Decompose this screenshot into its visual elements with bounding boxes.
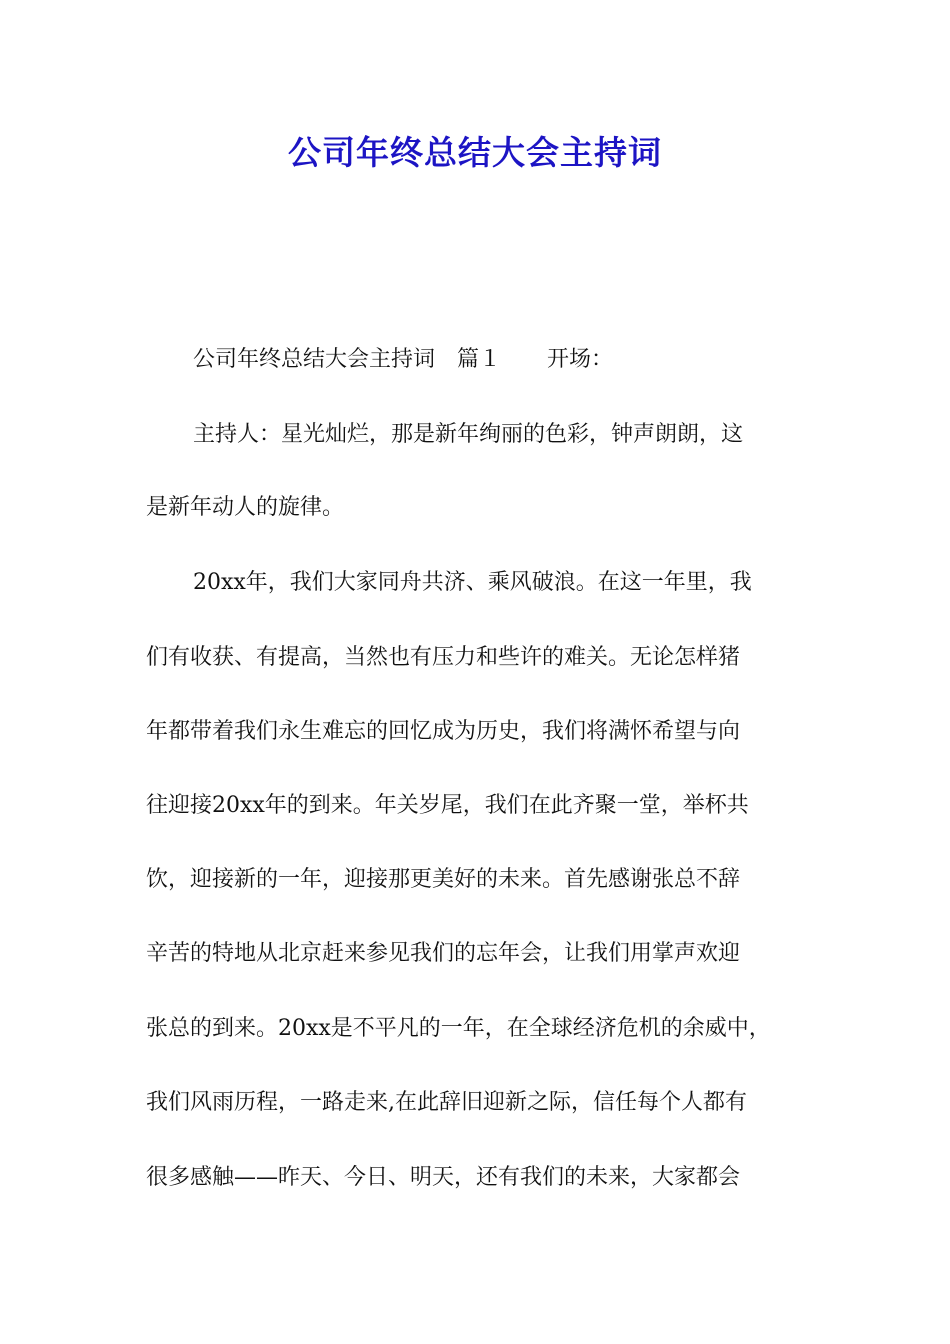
body-line: 20xx年，我们大家同舟共济、乘风破浪。在这一年里，我 xyxy=(193,570,752,595)
body-line: 很多感触——昨天、今日、明天，还有我们的未来，大家都会 xyxy=(146,1165,741,1190)
section-heading-subtitle: 开场： xyxy=(547,347,614,372)
section-heading-title: 公司年终总结大会主持词 xyxy=(193,347,436,372)
body-line: 主持人：星光灿烂，那是新年绚丽的色彩，钟声朗朗，这 xyxy=(193,422,744,447)
body-line: 我们风雨历程，一路走来,在此辞旧迎新之际，信任每个人都有 xyxy=(146,1090,747,1115)
body-line: 们有收获、有提高，当然也有压力和些许的难关。无论怎样猪 xyxy=(146,645,741,670)
document-title: 公司年终总结大会主持词 xyxy=(288,133,662,172)
body-line: 饮，迎接新的一年，迎接那更美好的未来。首先感谢张总不辞 xyxy=(146,867,741,892)
body-line: 是新年动人的旋律。 xyxy=(146,495,345,520)
body-line: 年都带着我们永生难忘的回忆成为历史，我们将满怀希望与向 xyxy=(146,719,741,744)
section-heading-part: 篇１ xyxy=(457,347,502,372)
body-line: 往迎接20xx年的到来。年关岁尾，我们在此齐聚一堂，举杯共 xyxy=(146,793,749,818)
body-line: 张总的到来。20xx是不平凡的一年，在全球经济危机的余威中， xyxy=(146,1016,771,1041)
body-line: 辛苦的特地从北京赶来参见我们的忘年会，让我们用掌声欢迎 xyxy=(146,941,741,966)
section-heading xyxy=(193,340,613,380)
